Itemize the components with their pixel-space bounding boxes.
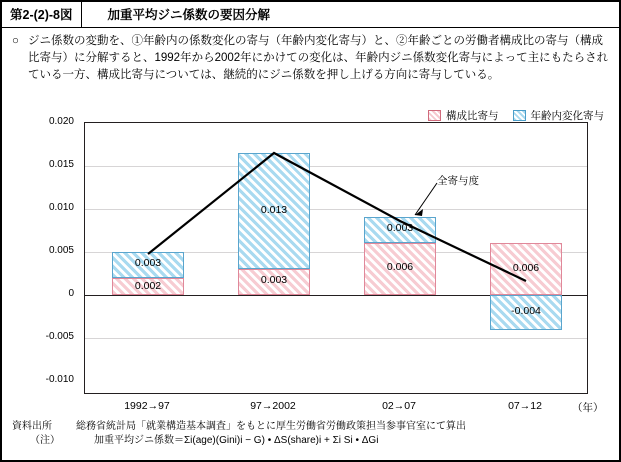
figure-header bbox=[2, 2, 619, 28]
figure-number: 第2-(2)-8図 bbox=[2, 2, 82, 28]
note-detail-row bbox=[12, 434, 612, 448]
legend-swatch-composition bbox=[428, 110, 441, 121]
chart-container bbox=[12, 110, 612, 415]
legend-swatch-within-age bbox=[513, 110, 526, 121]
bar-label-composition-02-07: 0.006 bbox=[386, 261, 414, 273]
y-tick-label-6: -0.010 bbox=[45, 374, 74, 385]
bullet-icon: ○ bbox=[12, 35, 19, 47]
note-detail-text bbox=[94, 434, 612, 448]
x-tick-label-02-07: 02→07 bbox=[382, 400, 416, 412]
bar-label-within-age-1992-97: 0.003 bbox=[134, 257, 162, 269]
note-source-row bbox=[12, 420, 612, 434]
legend-item-within-age bbox=[513, 108, 605, 123]
chart-legend bbox=[428, 108, 604, 123]
bar-label-composition-97-2002: 0.003 bbox=[260, 274, 288, 286]
lead-paragraph bbox=[12, 33, 612, 84]
total-contribution-line bbox=[85, 123, 587, 393]
legend-item-composition bbox=[428, 108, 499, 123]
y-tick-label-0: 0.020 bbox=[48, 116, 74, 127]
y-tick-label-1: 0.015 bbox=[48, 159, 74, 170]
figure-notes bbox=[12, 420, 612, 448]
figure-title: 加重平均ジニ係数の要因分解 bbox=[107, 7, 271, 22]
bar-label-composition-1992-97: 0.002 bbox=[134, 280, 162, 292]
note-detail-label: （注） bbox=[30, 435, 60, 446]
note-formula: Σi(age)(Gini)i − G) • ΔS(share)i + Σi Si • ΔGi bbox=[184, 435, 379, 446]
legend-label-composition: 構成比寄与 bbox=[446, 110, 499, 122]
note-formula-lead: 加重平均ジニ係数＝ bbox=[94, 435, 184, 446]
note-source-text: 総務省統計局「就業構造基本調査」をもとに厚生労働省労働政策担当参事官室にて算出 bbox=[76, 421, 466, 432]
y-tick-label-2: 0.010 bbox=[48, 202, 74, 213]
bar-label-within-age-97-2002: 0.013 bbox=[260, 204, 288, 216]
y-tick-label-5: -0.005 bbox=[45, 331, 74, 342]
x-tick-label-1992-97: 1992→97 bbox=[124, 400, 170, 412]
plot-area bbox=[84, 122, 588, 394]
x-tick-label-07-12: 07→12 bbox=[508, 400, 542, 412]
bar-label-within-age-07-12: -0.004 bbox=[511, 305, 541, 317]
bar-label-within-age-02-07: 0.003 bbox=[386, 222, 414, 234]
x-tick-label-97-2002: 97→2002 bbox=[250, 400, 296, 412]
annotation-total-contribution: 全寄与度 bbox=[437, 175, 479, 187]
note-source-label: 資料出所 bbox=[12, 421, 52, 432]
lead-text: ジニ係数の変動を、①年齢内の係数変化の寄与（年齢内変化寄与）と、②年齢ごとの労働者構成比の寄与（構成比寄与）に分解すると、1992年から2002年にかけての変化は、年齢内ジニ係数変化寄与によって主にもたらされている一方、構成比寄与については、継続的にジニ係数を押し上げる方向に寄与している。 bbox=[28, 35, 609, 81]
bar-label-composition-07-12: 0.006 bbox=[512, 262, 540, 274]
legend-label-within-age: 年齢内変化寄与 bbox=[530, 110, 604, 122]
y-tick-label-4: 0 bbox=[68, 288, 74, 299]
x-axis-unit-label: （年） bbox=[572, 402, 604, 414]
y-tick-label-3: 0.005 bbox=[48, 245, 74, 256]
